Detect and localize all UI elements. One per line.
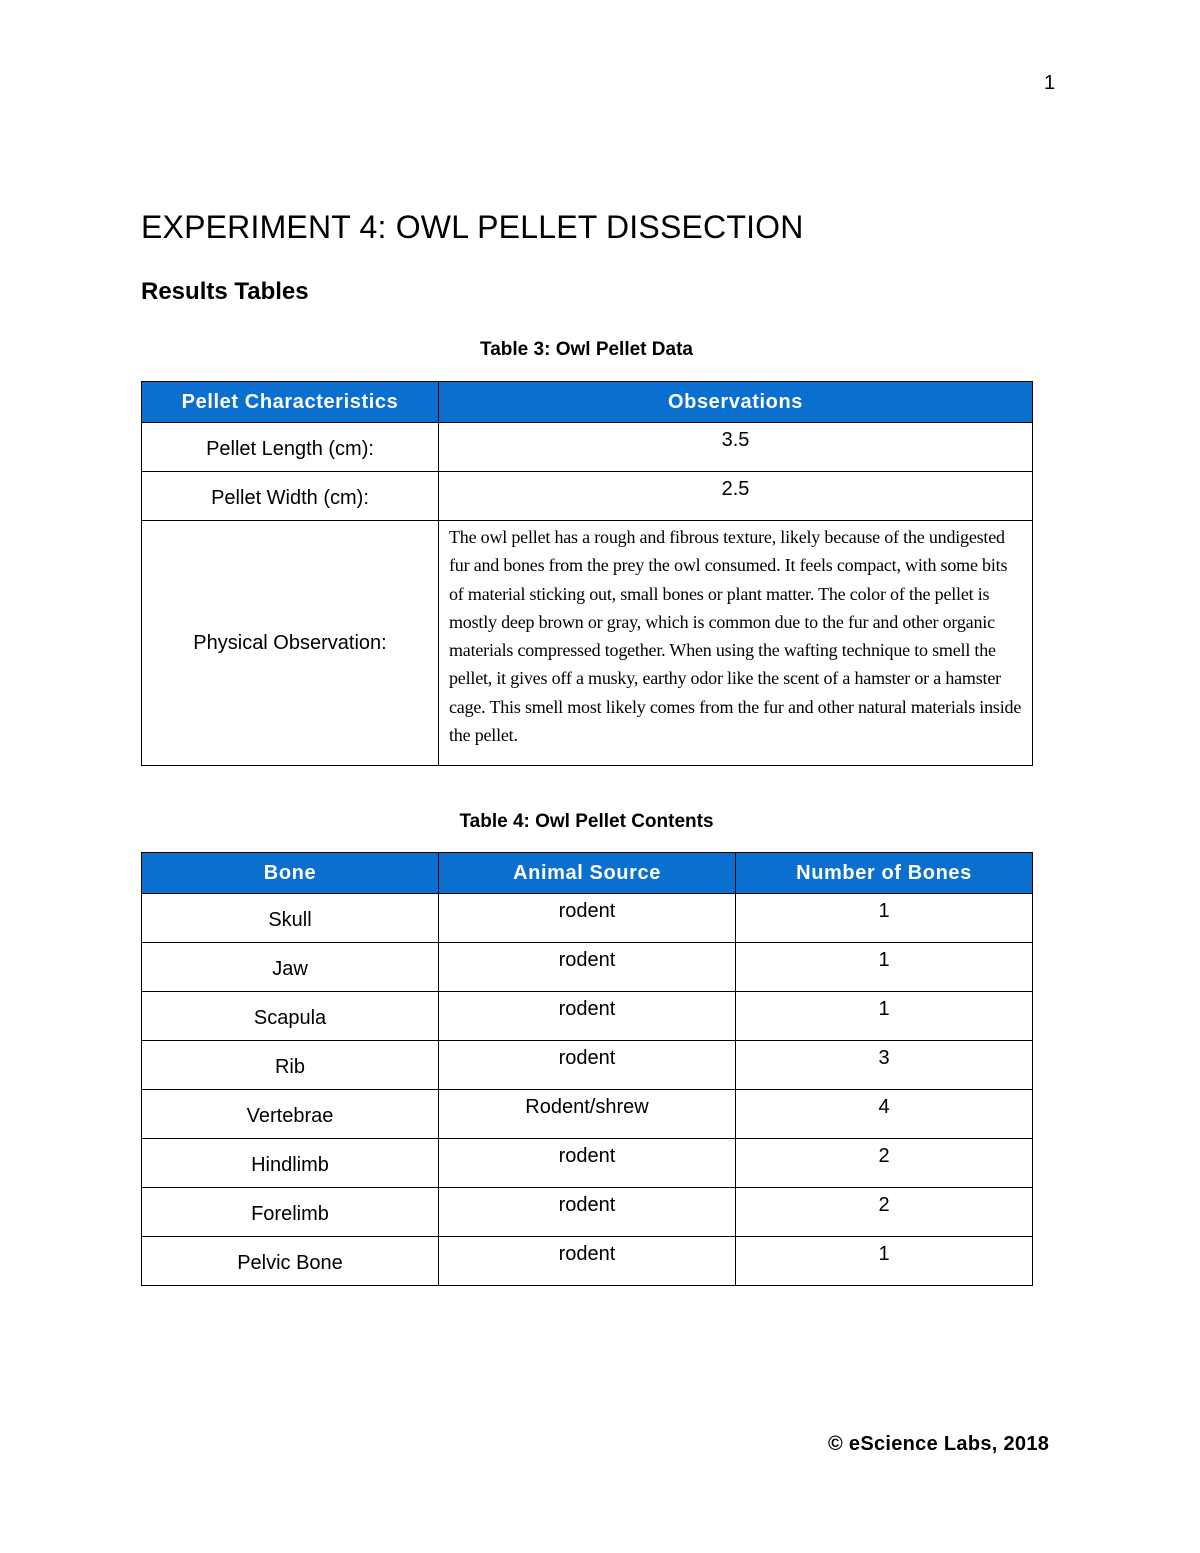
table-header-row: [142, 853, 1033, 894]
table4-caption: Table 4: Owl Pellet Contents: [459, 811, 714, 832]
column-header-animal-source: Animal Source: [439, 853, 736, 894]
row-label-physical-observation: Physical Observation:: [142, 521, 439, 766]
section-heading: Results Tables: [141, 278, 309, 305]
count-cell: 1: [736, 943, 1033, 992]
table-row: [142, 1090, 1033, 1139]
column-header-number-of-bones: Number of Bones: [736, 853, 1033, 894]
document-title: EXPERIMENT 4: OWL PELLET DISSECTION: [141, 209, 804, 245]
table-row: [142, 992, 1033, 1041]
bone-cell: Forelimb: [142, 1188, 439, 1237]
table-row: [142, 943, 1033, 992]
copyright-footer: © eScience Labs, 2018: [828, 1433, 1050, 1455]
count-cell: 1: [736, 1237, 1033, 1286]
count-cell: 3: [736, 1041, 1033, 1090]
count-cell: 2: [736, 1139, 1033, 1188]
table-row: [142, 1139, 1033, 1188]
bone-cell: Vertebrae: [142, 1090, 439, 1139]
row-value-length: 3.5: [439, 423, 1033, 472]
bone-cell: Pelvic Bone: [142, 1237, 439, 1286]
column-header-bone: Bone: [142, 853, 439, 894]
source-cell: rodent: [439, 943, 736, 992]
row-value-physical-observation: The owl pellet has a rough and fibrous texture, likely because of the undigested fur and bones from the prey the owl consumed. It feels compact, with some bits of material sticking out, small bones or plant matter. The color of the pellet is mostly deep brown or gray, which is common due to the fur and other organic materials compressed together. When using the wafting technique to smell the pellet, it gives off a musky, earthy odor like the scent of a hamster or a hamster cage. This smell most likely comes from the fur and other natural materials inside the pellet.: [439, 521, 1033, 766]
source-cell: rodent: [439, 1139, 736, 1188]
source-cell: rodent: [439, 1041, 736, 1090]
bone-cell: Skull: [142, 894, 439, 943]
row-label-width: Pellet Width (cm):: [142, 472, 439, 521]
source-cell: rodent: [439, 1237, 736, 1286]
table-row: [142, 1041, 1033, 1090]
count-cell: 2: [736, 1188, 1033, 1237]
bone-cell: Hindlimb: [142, 1139, 439, 1188]
bone-cell: Scapula: [142, 992, 439, 1041]
table-row: [142, 423, 1033, 472]
bone-cell: Rib: [142, 1041, 439, 1090]
count-cell: 1: [736, 992, 1033, 1041]
source-cell: rodent: [439, 992, 736, 1041]
table3-caption: Table 3: Owl Pellet Data: [480, 339, 693, 360]
table-row: [142, 472, 1033, 521]
column-header-observations: Observations: [439, 382, 1033, 423]
source-cell: Rodent/shrew: [439, 1090, 736, 1139]
table-row: [142, 1237, 1033, 1286]
table-row: [142, 521, 1033, 766]
count-cell: 4: [736, 1090, 1033, 1139]
source-cell: rodent: [439, 894, 736, 943]
count-cell: 1: [736, 894, 1033, 943]
owl-pellet-contents-table: [141, 852, 1033, 1286]
table-row: [142, 1188, 1033, 1237]
source-cell: rodent: [439, 1188, 736, 1237]
table-header-row: [142, 382, 1033, 423]
owl-pellet-data-table: [141, 381, 1033, 766]
bone-cell: Jaw: [142, 943, 439, 992]
column-header-characteristics: Pellet Characteristics: [142, 382, 439, 423]
page-number: 1: [1044, 72, 1056, 94]
row-value-width: 2.5: [439, 472, 1033, 521]
table-row: [142, 894, 1033, 943]
row-label-length: Pellet Length (cm):: [142, 423, 439, 472]
